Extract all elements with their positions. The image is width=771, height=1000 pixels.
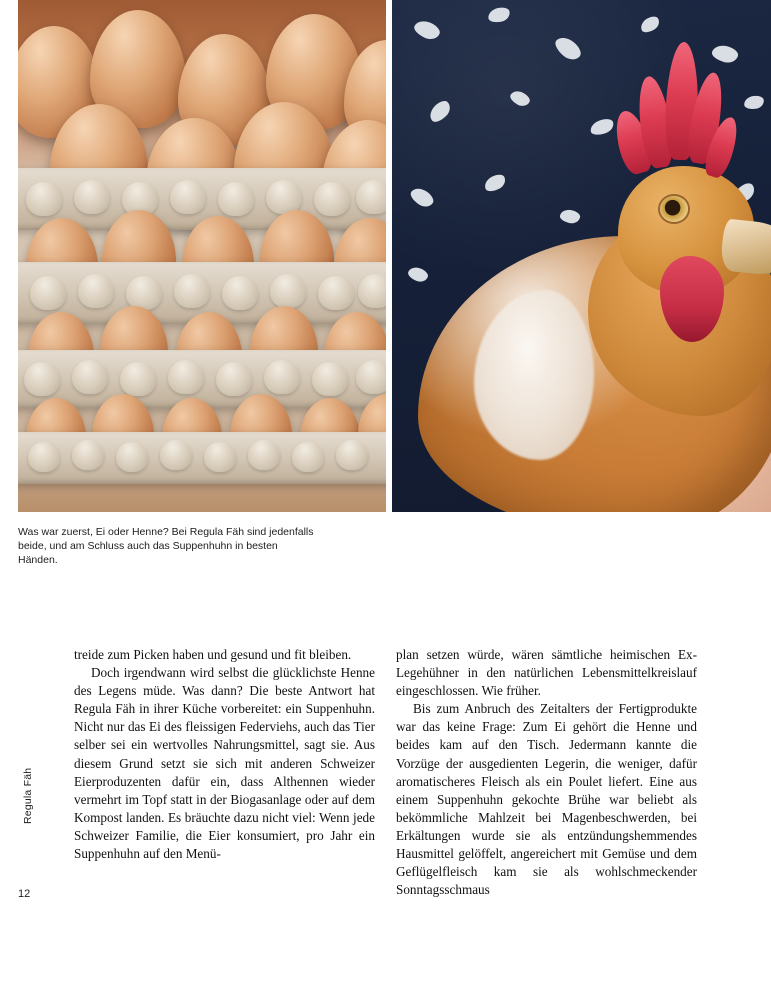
paragraph: Bis zum Anbruch des Zeitalters der Fertigprodukte war das keine Frage: Zum Ei gehört die Henne und beides kam auf den Tisch. Jedermann kannte die Vorzüge der ausgedienten Legerin, die weniger, dafür aromatischeres Fleisch als ein Poulet liefert. Eine aus einem Suppenhuhn gekochte Brühe war beliebt als bekömmliche Mahlzeit bei Magenbeschwerden, bei Erkältungen wurde sie als entzündungshemmendes Hausmittel gelöffelt, angereichert mit Gemüse und dem Geflügelfleisch kam sie als wohlschmeckender Sonntagsschmaus <box>396 701 697 898</box>
paragraph: plan setzen würde, wären sämtliche heimischen Ex-Legehühner in den natürlichen Lebensmittelkreislauf eingeschlossen. Wie früher. <box>396 647 697 699</box>
egg-trays-photo <box>18 0 386 512</box>
egg-tray <box>18 432 386 484</box>
body-column-right <box>396 646 697 899</box>
margin-credit: Regula Fäh <box>22 767 34 824</box>
paragraph: Doch irgendwann wird selbst die glücklichste Henne des Legens müde. Was dann? Die beste Antwort hat Regula Fäh in ihrer Küche vorbereitet: ein Suppenhuhn. Nicht nur das Ei des fleissigen Federviehs, auch das Tier selber sei ein wertvolles Nahrungsmittel, sagt sie. Aus diesem Grund setzt sie sich mit anderen Schweizer Eierproduzenten dafür ein, dass Althennen wieder vermehrt im Topf statt in der Biogasanlage oder auf dem Kompost landen. Es bräuchte dazu nicht viel: Wenn jede Schweizer Familie, die Eier konsumiert, pro Jahr ein Suppenhuhn auf den Menü- <box>74 665 375 862</box>
paragraph: treide zum Picken haben und gesund und fit bleiben. <box>74 647 352 662</box>
page-number: 12 <box>18 888 31 900</box>
hen-portrait-photo <box>392 0 771 512</box>
body-column-left <box>74 646 375 863</box>
hen-beak <box>719 218 771 277</box>
hen-eye <box>660 196 688 222</box>
hen-comb <box>614 36 738 186</box>
photo-caption: Was war zuerst, Ei oder Henne? Bei Regula Fäh sind jedenfalls beide, und am Schluss auch das Suppenhuhn in besten Händen. <box>18 526 314 567</box>
